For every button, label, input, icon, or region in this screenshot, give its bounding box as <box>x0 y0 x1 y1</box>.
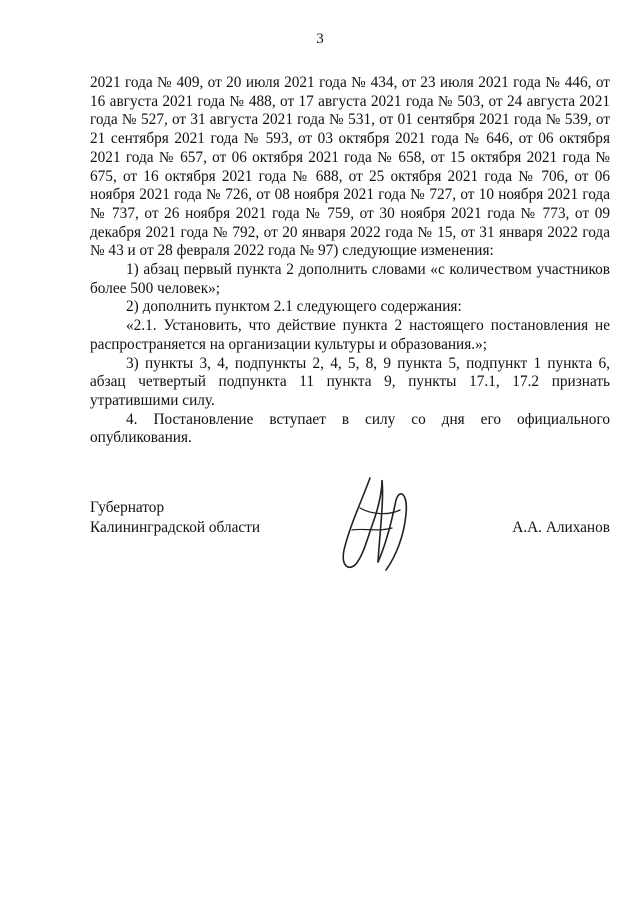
signer-position <box>90 498 260 538</box>
paragraph-clause-4: 4. Постановление вступает в силу со дня его официального опубликования. <box>90 410 610 447</box>
document-body <box>90 74 610 448</box>
paragraph-item-2-quote: «2.1. Установить, что действие пункта 2 настоящего постановления не распространяется на организации культуры и образования.»; <box>90 317 610 353</box>
signer-position-line-1: Губернатор <box>90 499 165 516</box>
signer-position-line-2: Калининградской области <box>90 519 261 536</box>
handwritten-signature <box>330 470 420 580</box>
paragraph-intro: 2021 года № 409, от 20 июля 2021 года № 434, от 23 июля 2021 года № 446, от 16 августа 2021 года № 488, от 17 августа 2021 года № 503, от 24 августа 2021 года № 527, от 31 августа 2021 года № 531, от 01 сентября 2021 года № 539, от 21 сентября 2021 года № 593, от 03 октября 2021 года № 646, от 06 октября 2021 года № 657, от 06 октября 2021 года № 658, от 15 октября 2021 года № 675, от 16 октября 2021 года № 688, от 25 октября 2021 года № 706, от 06 ноября 2021 года № 726, от 08 ноября 2021 года № 727, от 10 ноября 2021 года № 737, от 26 ноября 2021 года № 759, от 30 ноября 2021 года № 773, от 09 декабря 2021 года № 792, от 20 января 2022 года № 15, от 31 января 2022 года № 43 и от 28 февраля 2022 года № 97) следующие изменения: <box>90 74 610 260</box>
paragraph-item-1: 1) абзац первый пункта 2 дополнить словами «с количеством участников более 500 человек»; <box>90 261 610 297</box>
signer-name: А.А. Алиханов <box>512 519 610 536</box>
paragraph-item-3: 3) пункты 3, 4, подпункты 2, 4, 5, 8, 9 пункта 5, подпункт 1 пункта 6, абзац четвертый подпункта 11 пункта 9, пункты 17.1, 17.2 признать утратившими силу. <box>90 354 610 409</box>
paragraph-item-2: 2) дополнить пунктом 2.1 следующего содержания: <box>126 298 462 316</box>
page-number: 3 <box>316 31 324 47</box>
